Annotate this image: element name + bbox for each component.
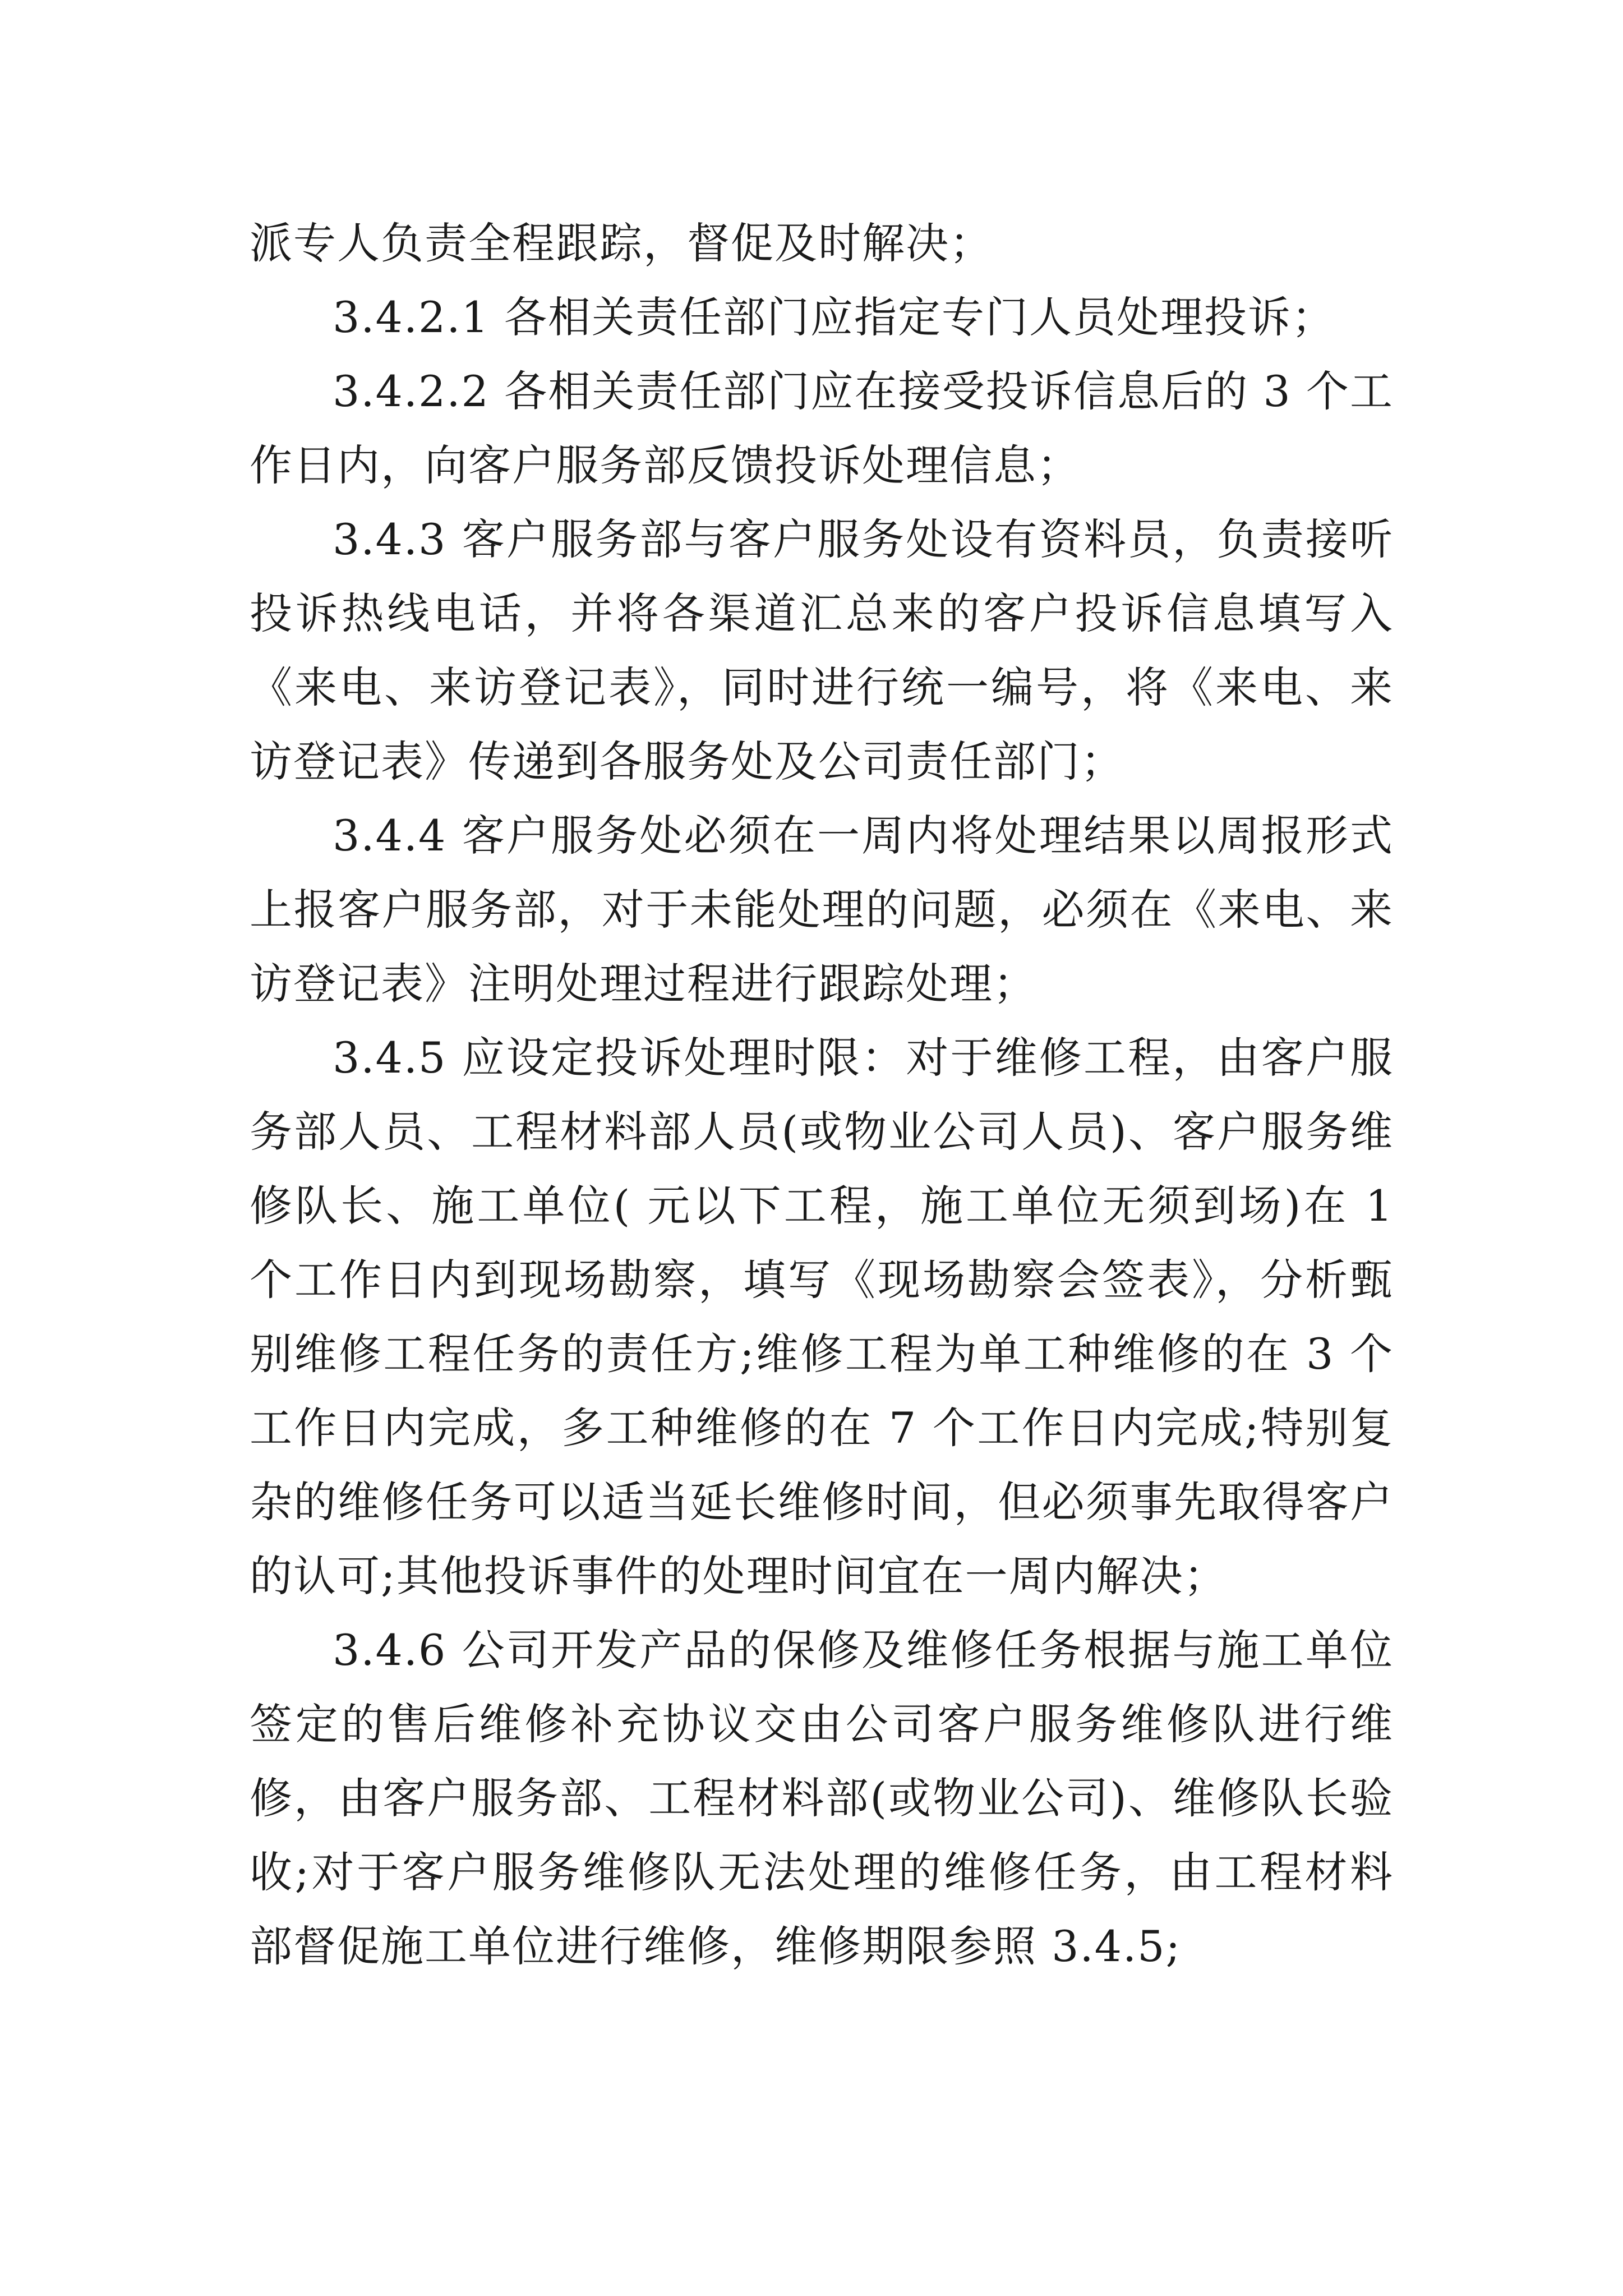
paragraph-3-4-2-2: 3.4.2.2 各相关责任部门应在接受投诉信息后的 3 个工作日内，向客户服务部反馈投诉处理信息； — [250, 366, 1394, 490]
paragraph-3-4-2-1: 3.4.2.1 各相关责任部门应指定专门人员处理投诉； — [333, 292, 1336, 342]
paragraph-3-4-6: 3.4.6 公司开发产品的保修及维修任务根据与施工单位签定的售后维修补充协议交由公司客户服务维修队进行维修，由客户服务部、工程材料部(或物业公司)、维修队长验收;对于客户服务维修队无法处理的维修任务，由工程材料部督促施工单位进行维修，维修期限参照 3.4.5; — [250, 1625, 1394, 1971]
paragraph-3-4-3: 3.4.3 客户服务部与客户服务处设有资料员，负责接听投诉热线电话，并将各渠道汇总来的客户投诉信息填写入《来电、来访登记表》，同时进行统一编号，将《来电、来访登记表》传递到各服务处及公司责任部门； — [250, 514, 1394, 786]
document-body — [250, 206, 1394, 1984]
paragraph-3-4-5: 3.4.5 应设定投诉处理时限：对于维修工程，由客户服务部人员、工程材料部人员(或物业公司人员)、客户服务维修队长、施工单位( 元以下工程，施工单位无须到场)在 1 个工作日内到现场勘察，填写《现场勘察会签表》，分析甄别维修工程任务的责任方;维修工程为单工种维修的在 3 个工作日内完成，多工种维修的在 7 个工作日内完成;特别复杂的维修任务可以适当延长维修时间，但必须事先取得客户的认可;其他投诉事件的处理时间宜在一周内解决； — [250, 1033, 1394, 1601]
paragraph-continuation: 派专人负责全程跟踪，督促及时解决； — [250, 218, 993, 268]
paragraph-3-4-4: 3.4.4 客户服务处必须在一周内将处理结果以周报形式上报客户服务部，对于未能处理的问题，必须在《来电、来访登记表》注明处理过程进行跟踪处理； — [250, 811, 1394, 1009]
